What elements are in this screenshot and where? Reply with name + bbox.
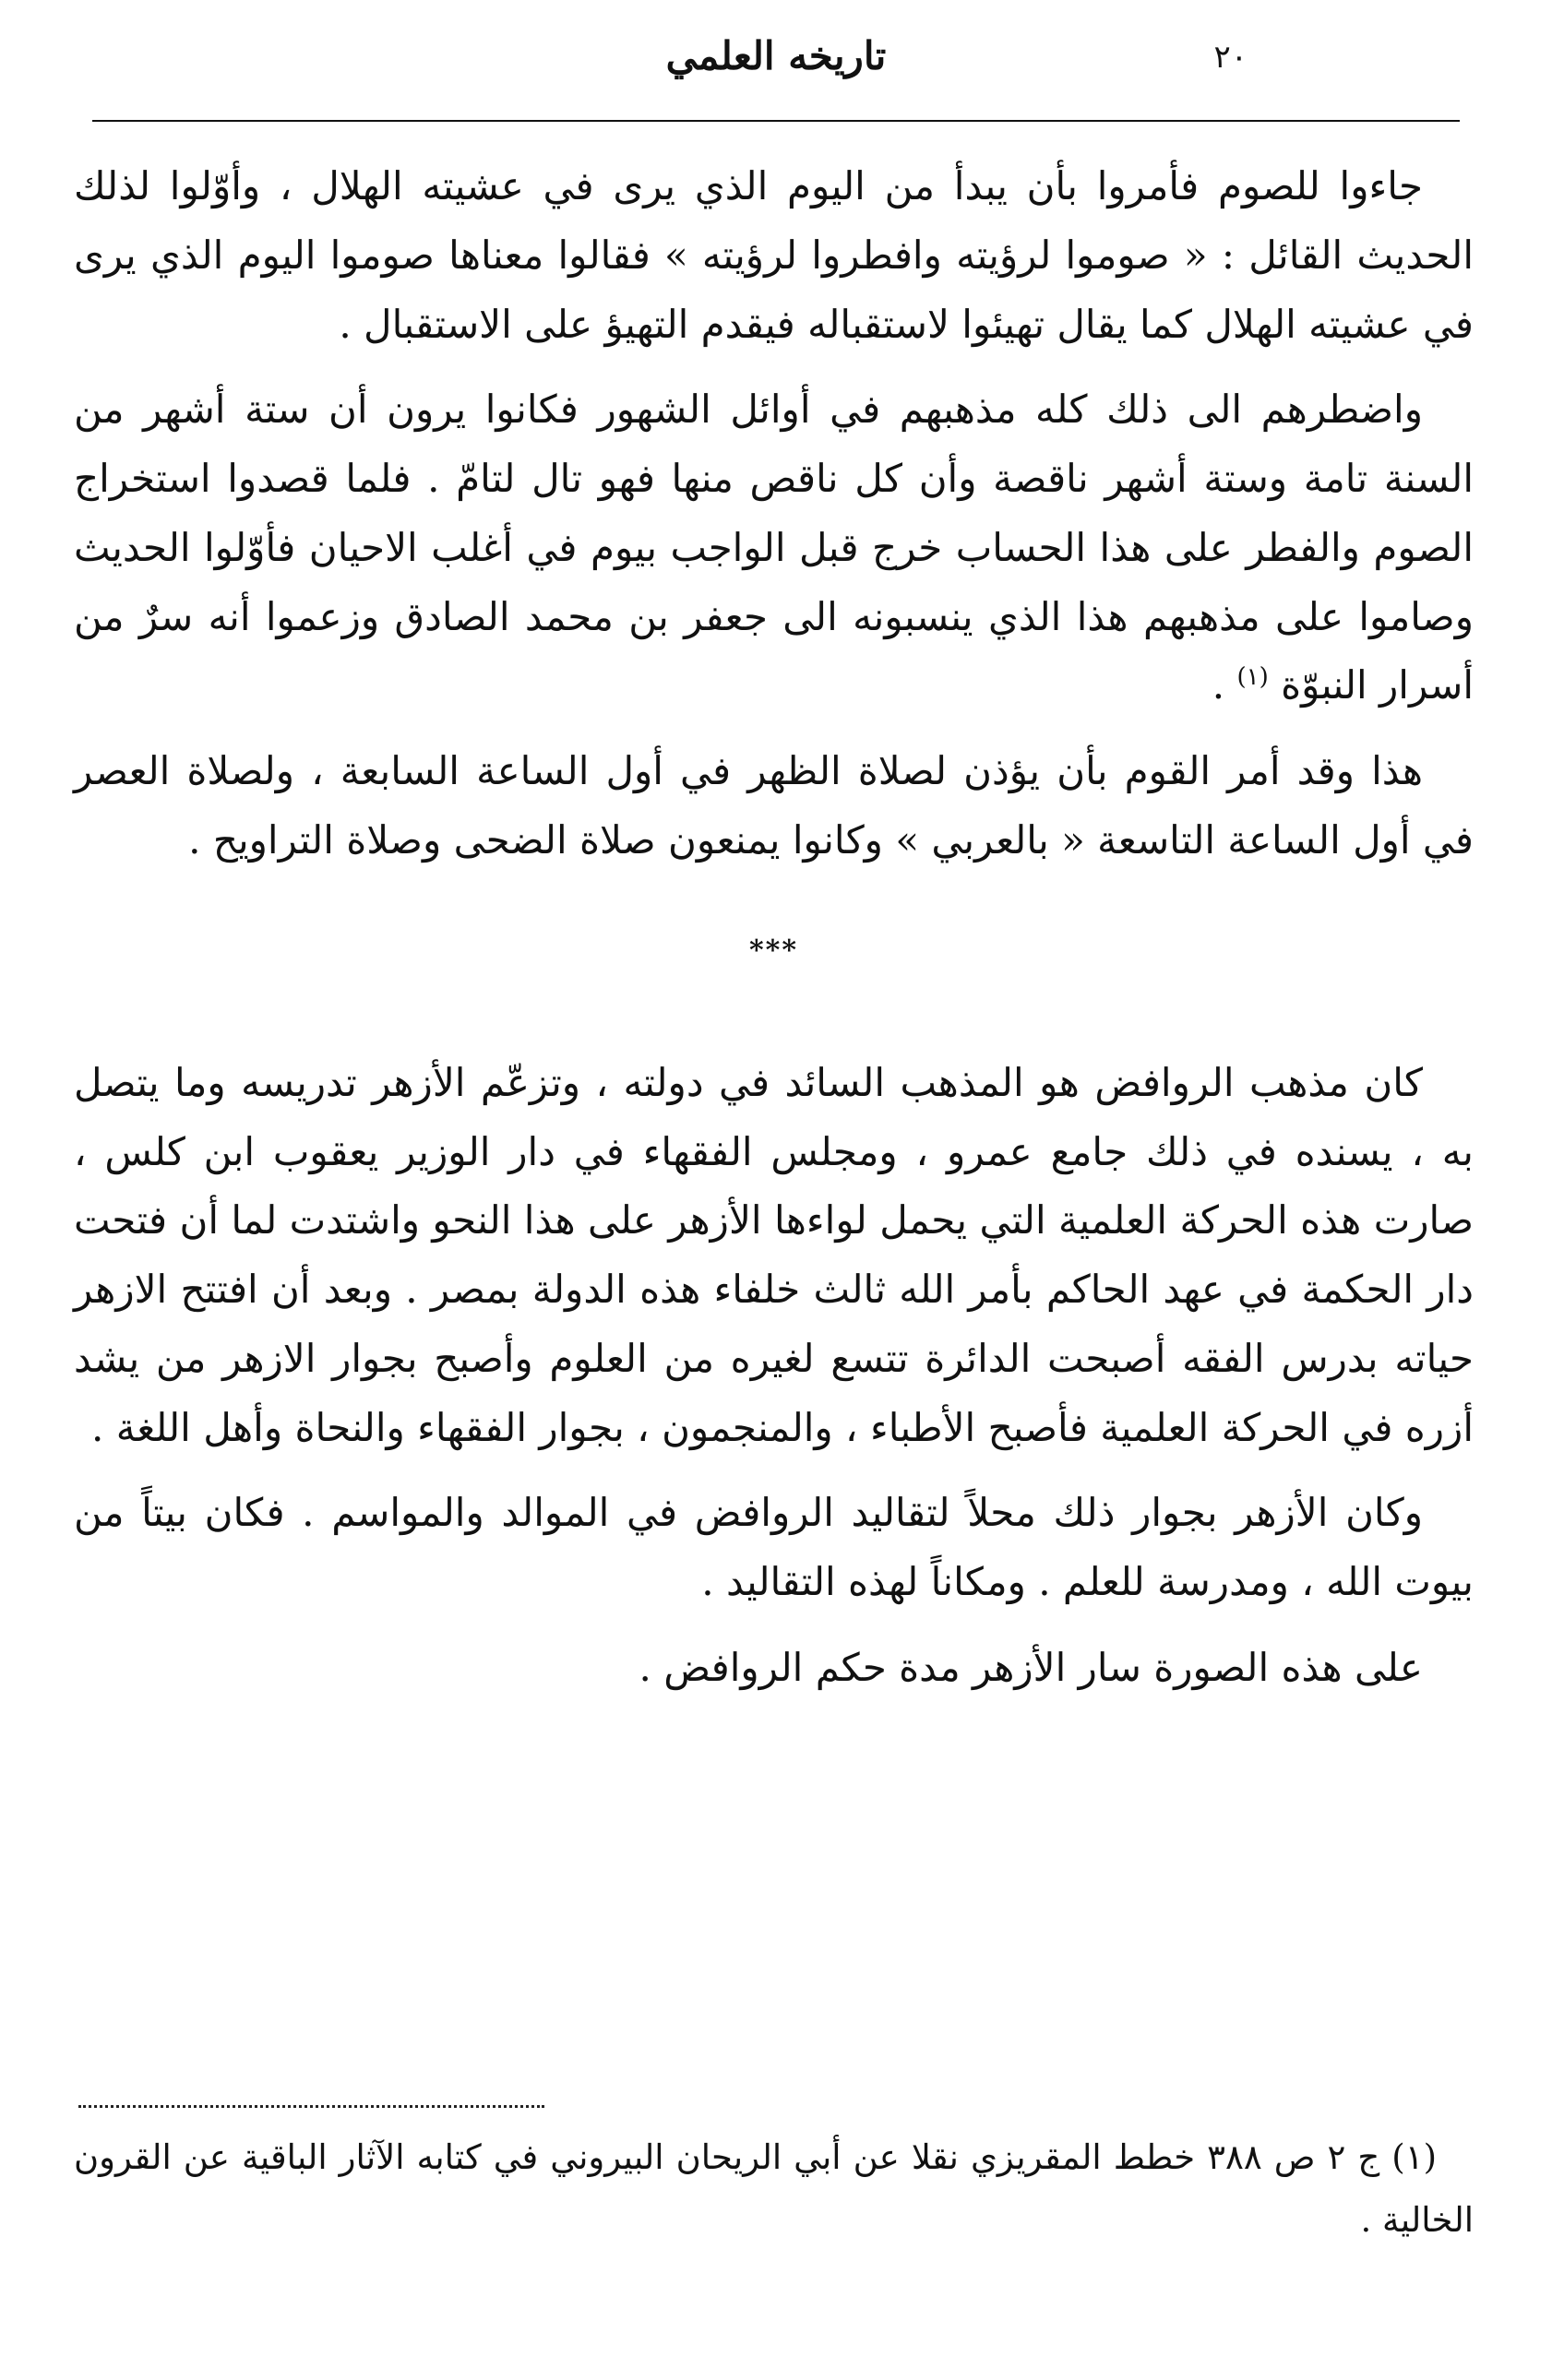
paragraph: على هذه الصورة سار الأزهر مدة حكم الروافض . <box>639 1644 1423 1690</box>
footnote <box>74 2126 1474 2253</box>
footnote-text: (١) ج ٢ ص ٣٨٨ خطط المقريزي نقلا عن أبي الريحان البيروني في كتابه الآثار الباقية عن القرون الخالية . <box>74 2137 1474 2241</box>
footnote-rule <box>78 2105 544 2108</box>
page-header <box>92 28 1460 101</box>
paragraph: وكان الأزهر بجوار ذلك محلاً لتقاليد الروافض في الموالد والمواسم . فكان بيتاً من بيوت الله ، ومدرسة للعلم . ومكاناً لهذه التقاليد . <box>74 1490 1474 1605</box>
header-rule <box>92 120 1460 122</box>
paragraph-text: واضطرهم الى ذلك كله مذهبهم في أوائل الشهور فكانوا يرون أن ستة أشهر من السنة تامة وستة أشهر ناقصة وأن كل ناقص منها فهو تال لتامّ . فلما قصدوا استخراج الصوم والفطر على هذا الحساب خرج قبل الواجب بيوم في أغلب الاحيان فأوّلوا الحديث وصاموا على مذهبهم هذا الذي ينسبونه الى جعفر بن محمد الصادق وزعموا أنه سرٌ من أسرار النبوّة <box>74 387 1474 708</box>
paragraph: واضطرهم الى ذلك كله مذهبهم في أوائل الشهور فكانوا يرون أن ستة أشهر من السنة تامة وستة أشهر ناقصة وأن كل ناقص منها فهو تال لتامّ . فلما قصدوا استخراج الصوم والفطر على هذا الحساب خرج قبل الواجب بيوم في أغلب الاحيان فأوّلوا الحديث وصاموا على مذهبهم هذا الذي ينسبونه الى جعفر بن محمد الصادق وزعموا أنه سرٌ من أسرار النبوّة $^{(١)}$ . <box>74 387 1474 708</box>
page-number: ٢٠ <box>1213 39 1248 76</box>
body-text <box>74 152 1474 1720</box>
section-separator: *** <box>748 934 799 967</box>
running-title: تاريخه العلمي <box>665 33 887 78</box>
paragraph: كان مذهب الروافض هو المذهب السائد في دولته ، وتزعّم الأزهر تدريسه وما يتصل به ، يسنده في ذلك جامع عمرو ، ومجلس الفقهاء في دار الوزير يعقوب ابن كلس ، صارت هذه الحركة العلمية التي يحمل لواءها الأزهر على هذا النحو واشتدت لما أن فتحت دار الحكمة في عهد الحاكم بأمر الله ثالث خلفاء هذه الدولة بمصر . وبعد أن افتتح الازهر حياته بدرس الفقه أصبحت الدائرة تتسع لغيره من العلوم وأصبح بجوار الازهر من يشد أزره في الحركة العلمية فأصبح الأطباء ، والمنجمون ، بجوار الفقهاء والنحاة وأهل اللغة . <box>74 1059 1474 1450</box>
paragraph: هذا وقد أمر القوم بأن يؤذن لصلاة الظهر في أول الساعة السابعة ، ولصلاة العصر في أول الساعة التاسعة « بالعربي » وكانوا يمنعون صلاة الضحى وصلاة التراويح . <box>74 748 1474 863</box>
footnote-marker: (١) <box>1236 663 1269 692</box>
paragraph: جاءوا للصوم فأمروا بأن يبدأ من اليوم الذي يرى في عشيته الهلال ، وأوّلوا لذلك الحديث القائل : « صوموا لرؤيته وافطروا لرؤيته » فقالوا معناها صوموا اليوم الذي يرى في عشيته الهلال كما يقال تهيئوا لاستقباله فيقدم التهيؤ على الاستقبال . <box>74 163 1474 347</box>
